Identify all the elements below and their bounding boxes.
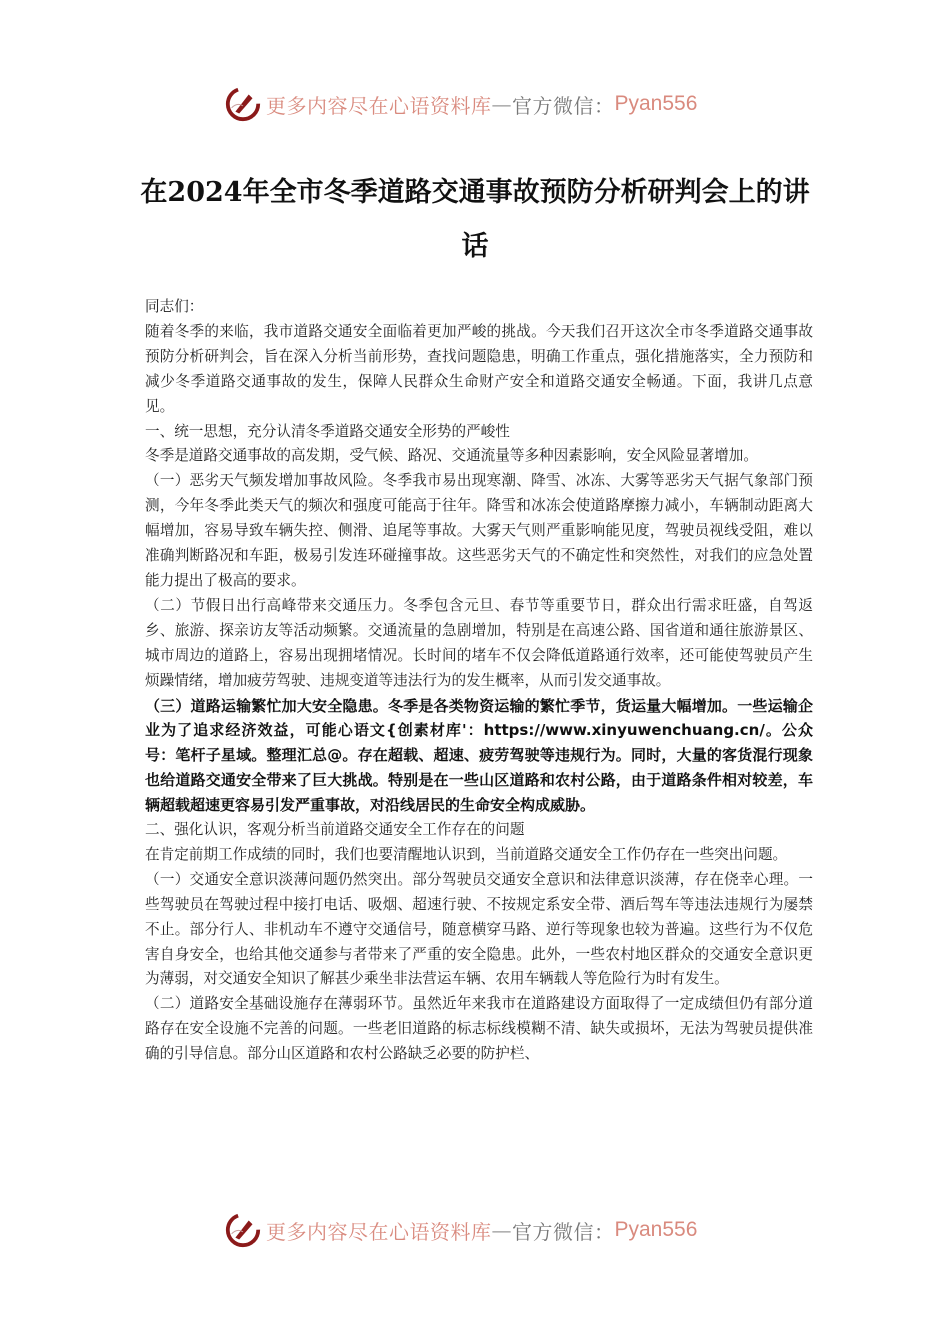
paragraph: 冬季是道路交通事故的高发期，受气候、路况、交通流量等多种因素影响，安全风险显著增加。: [145, 447, 758, 465]
paragraph: 随着冬季的来临，我市道路交通安全面临着更加严峻的挑战。今天我们召开这次全市冬季道路交通事故预防分析研判会，旨在深入分析当前形势，查找问题隐患，明确工作重点，强化措施落实，全力预防和减少冬季道路交通事故的发生，保障人民群众生命财产安全和道路交通安全畅通。下面，我讲几点意见。: [145, 322, 813, 415]
banner-dash: —: [491, 92, 512, 116]
paragraph-bold: （三）道路运输繁忙加大安全隐患。冬季是各类物资运输的繁忙季节，货运量大幅增加。一些运输企业为了追求经济效益，可能心语文{创素材库'：https://www.xinyuwenchuang.cn/。公众号：笔杆子星域。整理汇总@。存在超载、超速、疲劳驾驶等违规行为。同时，大量的客货混行现象也给道路交通安全带来了巨大挑战。特别是在一些山区道路和农村公路，由于道路条件相对较差，车辆超载超速更容易引发严重事故，对沿线居民的生命安全构成威胁。: [145, 696, 813, 815]
banner-dash: —: [491, 1218, 512, 1242]
paragraph: （一）交通安全意识淡薄问题仍然突出。部分驾驶员交通安全意识和法律意识淡薄，存在侥幸心理。一些驾驶员在驾驶过程中接打电话、吸烟、超速行驶、不按规定系安全带、酒后驾车等违法违规行为屡禁不止。部分行人、非机动车不遵守交通信号，随意横穿马路、逆行等现象也较为普遍。这些行为不仅危害自身安全，也给其他交通参与者带来了严重的安全隐患。此外，一些农村地区群众的交通安全意识更为薄弱，对交通安全知识了解甚少乘坐非法营运车辆、农用车辆载人等危险行为时有发生。: [145, 870, 813, 988]
section-heading: 二、强化认识，客观分析当前道路交通安全工作存在的问题: [145, 821, 525, 839]
section-heading: 一、统一思想，充分认清冬季道路交通安全形势的严峻性: [145, 422, 510, 440]
document-body: [145, 295, 813, 1067]
header-banner: [224, 82, 697, 126]
paragraph: （二）节假日出行高峰带来交通压力。冬季包含元旦、春节等重要节日，群众出行需求旺盛，自驾返乡、旅游、探亲访友等活动频繁。交通流量的急剧增加，特别是在高速公路、国省道和通往旅游景区、城市周边的道路上，容易出现拥堵情况。长时间的堵车不仅会降低道路通行效率，还可能使驾驶员产生烦躁情绪，增加疲劳驾驶、违规变道等违法行为的发生概率，从而引发交通事故。: [145, 596, 813, 689]
banner-wechat-id: Pyan556: [614, 1218, 698, 1241]
banner-wechat-id: Pyan556: [614, 92, 698, 115]
paragraph: （二）道路安全基础设施存在薄弱环节。虽然近年来我市在道路建设方面取得了一定成绩但仍有部分道路存在安全设施不完善的问题。一些老旧道路的标志标线模糊不清、缺失或损坏，无法为驾驶员提供准确的引导信息。部分山区道路和农村公路缺乏必要的防护栏、: [145, 995, 813, 1063]
banner-text: 更多内容尽在心语资料库: [266, 1219, 492, 1244]
salutation: 同志们：: [145, 298, 204, 315]
paragraph: （一）恶劣天气频发增加事故风险。冬季我市易出现寒潮、降雪、冰冻、大雾等恶劣天气据气象部门预测，今年冬季此类天气的频次和强度可能高于往年。降雪和冰冻会使道路摩擦力减小，车辆制动距离大幅增加，容易导致车辆失控、侧滑、追尾等事故。大雾天气则严重影响能见度，驾驶员视线受阻，难以准确判断路况和车距，极易引发连环碰撞事故。这些恶劣天气的不确定性和突然性，对我们的应急处置能力提出了极高的要求。: [145, 472, 813, 589]
paragraph: 在肯定前期工作成绩的同时，我们也要清醒地认识到，当前道路交通安全工作仍存在一些突出问题。: [145, 845, 788, 863]
banner-wechat-label: 官方微信：: [512, 1219, 615, 1244]
banner-wechat-label: 官方微信：: [512, 93, 615, 118]
banner-text: 更多内容尽在心语资料库: [266, 93, 492, 118]
document-title: 在2024年全市冬季道路交通事故预防分析研判会上的讲话: [140, 177, 810, 263]
footer-banner: [224, 1208, 697, 1252]
quill-pen-logo-icon: [224, 1211, 262, 1249]
quill-pen-logo-icon: [224, 85, 262, 123]
